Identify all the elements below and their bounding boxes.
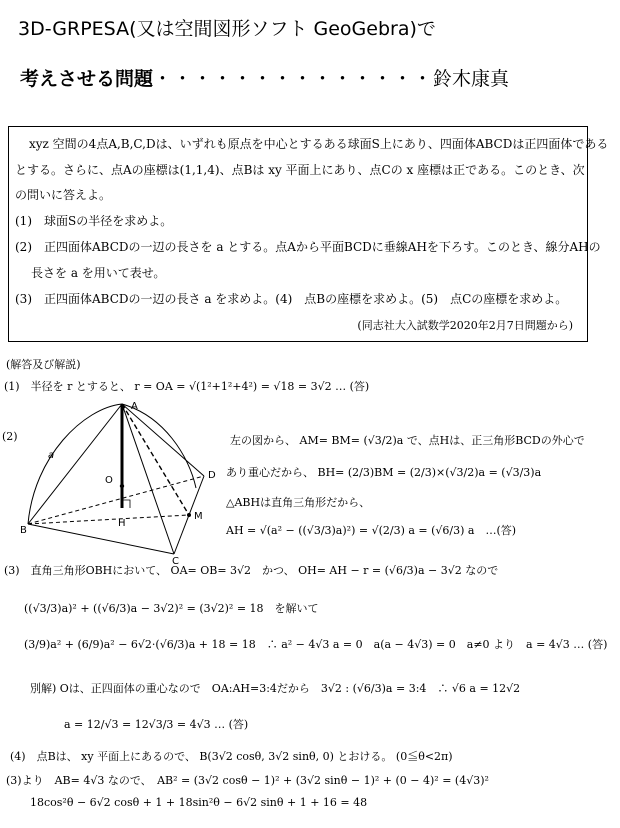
label-O: O bbox=[105, 475, 113, 486]
solution-3-alt2: a = 12/√3 = 12√3/3 = 4√3 … (答) bbox=[64, 718, 249, 731]
question-2a: (2) 正四面体ABCDの一辺の長さを a とする。点Aから平面BCDに垂線AHを下ろす。このとき、線分AHの bbox=[15, 240, 601, 254]
solution-2-line1: 左の図から、 AM= BM= (√3/2)a で、点Hは、正三角形BCDの外心で bbox=[230, 434, 585, 447]
label-A: A bbox=[131, 401, 138, 412]
solution-3-line3: (3/9)a² + (6/9)a² − 6√2·(√6/3)a + 18 = 18 ∴ a² − 4√3 a = 0 a(a − 4√3) = 0 a≠0 より a = 4√3 … (答) bbox=[24, 638, 608, 651]
solution-4-line1: (4) 点Bは、 xy 平面上にあるので、 B(3√2 cosθ, 3√2 sinθ, 0) とおける。 (0≦θ<2π) bbox=[10, 750, 453, 763]
solution-2-line3: △ABHは直角三角形だから、 bbox=[226, 496, 371, 509]
segment-BM bbox=[28, 515, 189, 524]
label-C: C bbox=[172, 556, 179, 567]
solution-1: (1) 半径を r とすると、 r = OA = √(1²+1²+4²) = √18 = 3√2 … (答) bbox=[4, 380, 370, 393]
sphere-arc-right bbox=[122, 404, 196, 488]
solution-4-line3: 18cos²θ − 6√2 cosθ + 1 + 18sin²θ − 6√2 sinθ + 1 + 16 = 48 bbox=[30, 796, 368, 809]
problem-line1: xyz 空間の4点A,B,C,Dは、いずれも原点を中心とするある球面S上にあり、四面体ABCDは正四面体である bbox=[29, 137, 609, 151]
label-B: B bbox=[20, 525, 27, 536]
question-2b: 長さを a を用いて表せ。 bbox=[31, 266, 166, 280]
segment-AM bbox=[122, 404, 189, 515]
label-M: M bbox=[194, 511, 203, 522]
tetrahedron-figure bbox=[14, 396, 234, 568]
solution-3-alt1: 別解) Oは、正四面体の重心なので OA:AH=3:4だから 3√2 : (√6/3)a = 3:4 ∴ √6 a = 12√2 bbox=[30, 682, 521, 695]
solution-2-line2: あり重心だから、 BH= (2/3)BM = (2/3)×(√3/2)a = (√3/3)a bbox=[226, 466, 542, 479]
solution-heading: (解答及び解説) bbox=[6, 358, 81, 371]
title-dots: ・・・・・・・・・・・・・・ bbox=[153, 68, 434, 90]
solution-2-label: (2) bbox=[2, 430, 18, 443]
title-line1: 3D-GRPESA(又は空間図形ソフト GeoGebra)で bbox=[18, 18, 436, 40]
label-D: D bbox=[208, 470, 216, 481]
question-1: (1) 球面Sの半径を求めよ。 bbox=[15, 214, 173, 228]
label-a: a bbox=[48, 450, 55, 461]
problem-line2: とする。さらに、点Aの座標は(1,1,4)、点Bは xy 平面上にあり、点Cの x 座標は正である。このとき、次 bbox=[15, 163, 585, 177]
question-3-5: (3) 正四面体ABCDの一辺の長さ a を求めよ。(4) 点Bの座標を求めよ。(5) 点Cの座標を求めよ。 bbox=[15, 292, 568, 306]
title-line2 bbox=[20, 64, 509, 91]
edge-BD bbox=[28, 476, 204, 524]
solution-3-line1: (3) 直角三角形OBHにおいて、 OA= OB= 3√2 かつ、 OH= AH − r = (√6/3)a − 3√2 なので bbox=[4, 564, 499, 577]
problem-source: (同志社大入試数学2020年2月7日問題から) bbox=[357, 319, 573, 332]
author: 鈴木康真 bbox=[433, 68, 510, 90]
solution-2-line4: AH = √(a² − ((√3/3)a)²) = √(2/3) a = (√6/3) a …(答) bbox=[226, 524, 517, 537]
edge-BC bbox=[28, 524, 174, 554]
problem-box bbox=[8, 126, 609, 342]
point-M bbox=[187, 513, 191, 517]
solution-4-line2: (3)より AB= 4√3 なので、 AB² = (3√2 cosθ − 1)² + (3√2 sinθ − 1)² + (0 − 4)² = (4√3)² bbox=[6, 774, 489, 787]
title-main: 考えさせる問題 bbox=[20, 68, 154, 90]
point-O bbox=[120, 484, 124, 488]
problem-line3: の問いに答えよ。 bbox=[15, 188, 112, 202]
label-H: H bbox=[118, 518, 126, 529]
solution-3-line2: ((√3/3)a)² + ((√6/3)a − 3√2)² = (3√2)² = 18 を解いて bbox=[24, 602, 319, 615]
edge-AB bbox=[28, 404, 122, 524]
